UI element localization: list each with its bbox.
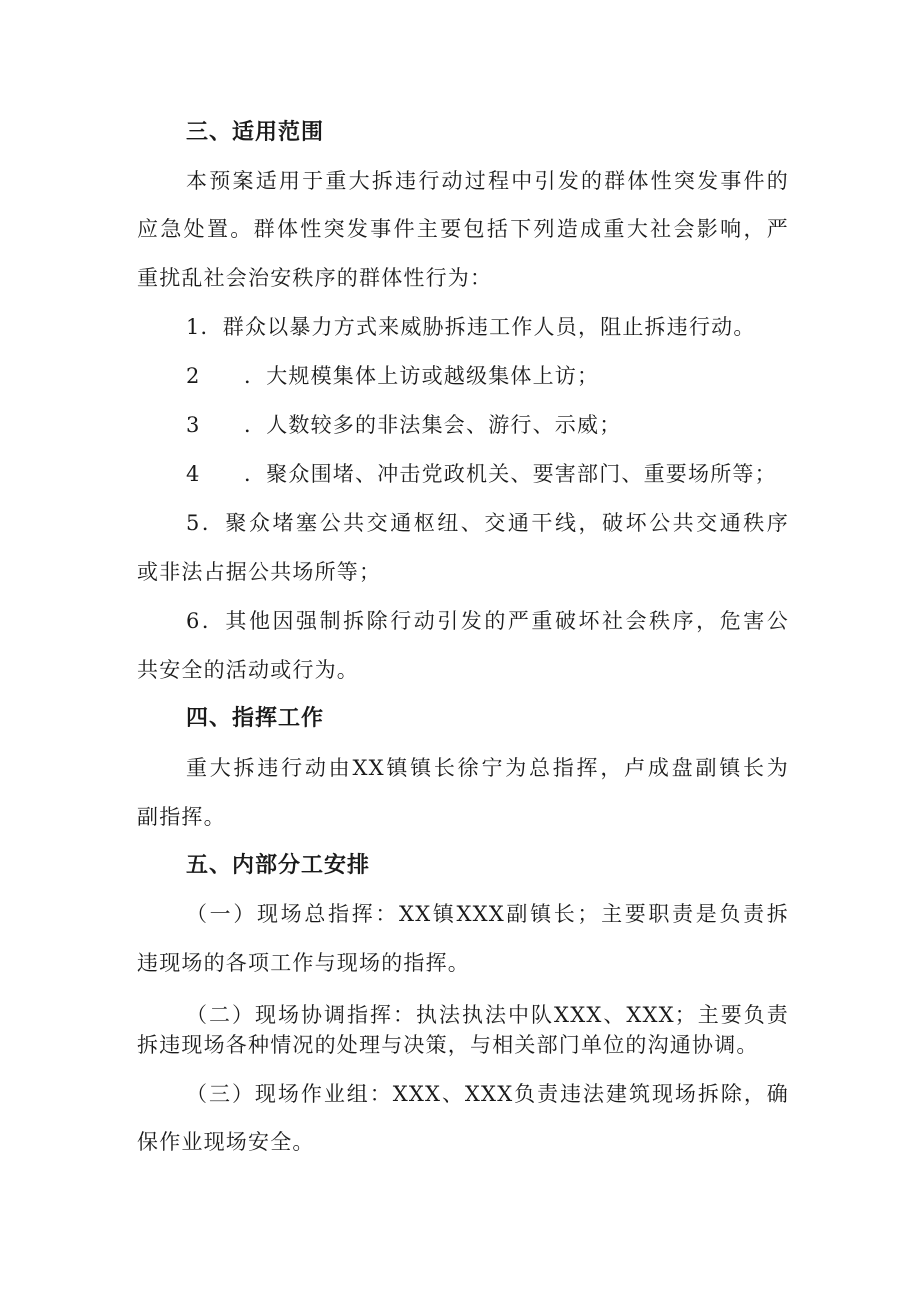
section-5-item-3-line-2: 保作业现场安全。 [137,1130,315,1154]
section-5-heading: 五、内部分工安排 [186,853,371,878]
list-item-1: 1．群众以暴力方式来威胁拆违工作人员，阻止拆违行动。 [186,315,756,339]
section-3-intro-line-2: 应急处置。群体性突发事件主要包括下列造成重大社会影响，严 [137,217,789,241]
section-5-item-3-line-1: （三）现场作业组：XXX、XXX负责违法建筑现场拆除，确 [186,1082,789,1106]
section-3-heading: 三、适用范围 [186,120,325,145]
section-4-heading: 四、指挥工作 [186,706,325,731]
section-5-item-1-line-1: （一）现场总指挥：XX镇XXX副镇长；主要职责是负责拆 [186,902,789,926]
list-item-2-text: ．大规模集体上访或越级集体上访； [244,364,600,388]
list-item-5-line-2: 或非法占据公共场所等； [137,560,382,584]
list-item-3-text: ．人数较多的非法集会、游行、示威； [244,413,622,437]
section-5-item-1-line-2: 违现场的各项工作与现场的指挥。 [137,951,470,975]
list-item-2-number: 2 [186,364,201,388]
list-item-5-line-1: 5．聚众堵塞公共交通枢纽、交通干线，破坏公共交通秩序 [186,511,789,535]
section-5-item-2-line-1: （二）现场协调指挥：执法执法中队XXX、XXX；主要负责 [186,1003,789,1027]
section-4-para-line-2: 副指挥。 [137,805,226,829]
list-item-2 [186,363,789,389]
list-item-6-line-2: 共安全的活动或行为。 [137,658,359,682]
section-3-intro-line-3: 重扰乱社会治安秩序的群体性行为： [137,266,493,290]
list-item-3 [186,412,789,438]
list-item-4-number: 4 [186,462,201,486]
section-4-para-line-1: 重大拆违行动由XX镇镇长徐宁为总指挥，卢成盘副镇长为 [186,756,789,780]
list-item-3-number: 3 [186,413,201,437]
list-item-6-line-1: 6．其他因强制拆除行动引发的严重破坏社会秩序，危害公 [186,609,789,633]
list-item-4 [186,461,789,487]
section-3-intro-line-1: 本预案适用于重大拆违行动过程中引发的群体性突发事件的 [186,169,789,193]
list-item-4-text: ．聚众围堵、冲击党政机关、要害部门、重要场所等； [244,462,777,486]
section-5-item-2-line-2: 拆违现场各种情况的处理与决策，与相关部门单位的沟通协调。 [137,1033,759,1057]
